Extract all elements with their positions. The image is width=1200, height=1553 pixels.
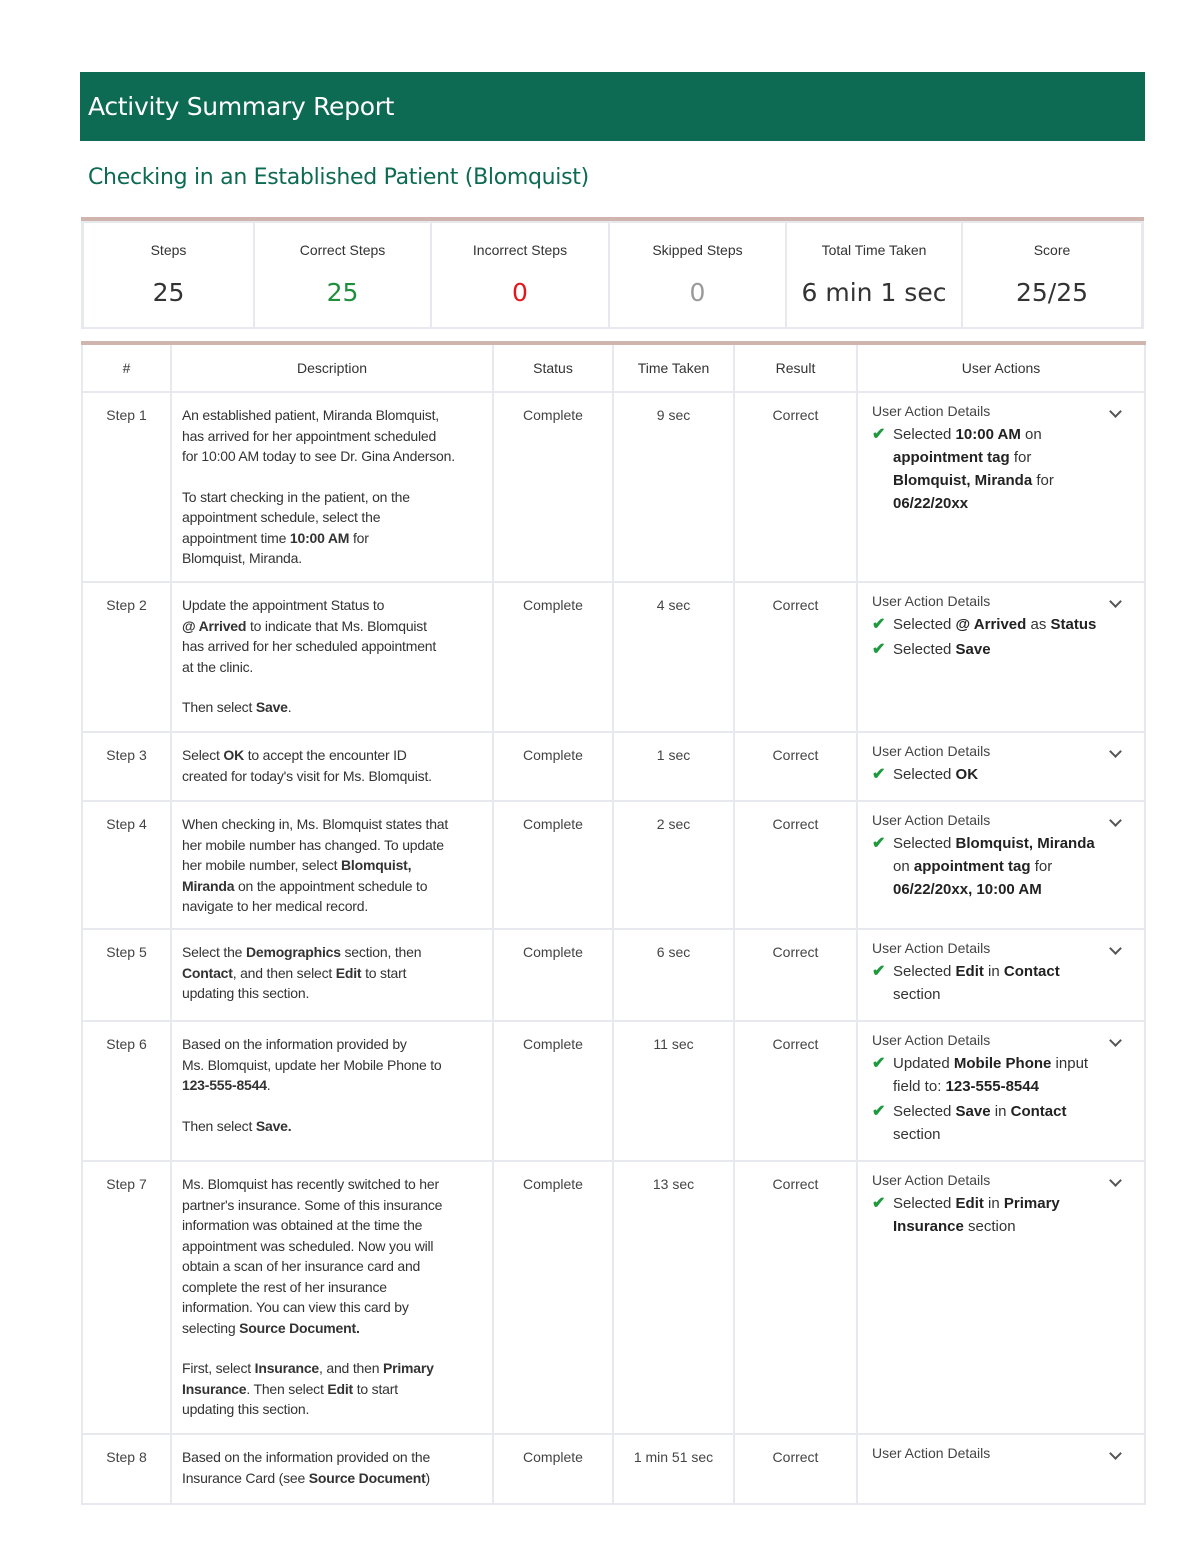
description-paragraph — [182, 814, 480, 917]
emphasis-text: Contact — [182, 964, 233, 981]
emphasis-text: Edit — [955, 1195, 984, 1212]
summary-skipped-label: Skipped Steps — [652, 242, 743, 258]
action-text — [893, 613, 1096, 636]
emphasis-text: Blomquist, Miranda — [955, 835, 1095, 852]
step-number: Step 7 — [82, 1161, 171, 1434]
emphasis-text: Demographics — [245, 944, 341, 960]
text-run: as — [1026, 616, 1051, 633]
step-status: Complete — [493, 1434, 613, 1504]
step-result: Correct — [734, 1161, 857, 1434]
user-action-details-title: User Action Details — [872, 1032, 991, 1048]
steps-table — [81, 341, 1146, 1505]
step-time-taken: 6 sec — [613, 929, 734, 1021]
col-header-num: # — [82, 343, 171, 392]
user-action-details-title: User Action Details — [872, 1445, 991, 1461]
step-result: Correct — [734, 732, 857, 801]
text-run: Then select — [182, 699, 256, 715]
text-run: ) — [425, 1469, 431, 1486]
step-description — [171, 1161, 493, 1434]
text-run: To start checking in the patient, on the appointment schedule, select the appointment time — [182, 488, 410, 546]
step-status: Complete — [493, 929, 613, 1021]
emphasis-text: Save — [955, 641, 991, 658]
col-header-description: Description — [171, 343, 493, 392]
text-run: section, then — [344, 944, 422, 960]
emphasis-text: Source Document — [308, 1469, 426, 1486]
step-number: Step 3 — [82, 732, 171, 801]
text-run: for — [1034, 858, 1053, 875]
emphasis-text: Contact — [1003, 963, 1060, 980]
step-status: Complete — [493, 1161, 613, 1434]
step-number: Step 2 — [82, 582, 171, 732]
emphasis-text: 06/22/20xx, 10:00 AM — [893, 881, 1042, 898]
emphasis-text: Contact — [1010, 1103, 1067, 1120]
emphasis-text: Source Document. — [239, 1319, 360, 1336]
action-text — [893, 1100, 1066, 1146]
emphasis-text: Primary Insurance — [182, 1360, 434, 1397]
table-row — [82, 1021, 1145, 1161]
step-result: Correct — [734, 392, 857, 582]
step-description — [171, 732, 493, 801]
emphasis-text: Save — [955, 1103, 991, 1120]
text-run: , and then select — [232, 964, 336, 981]
summary-score-label: Score — [1033, 242, 1071, 258]
user-actions-cell — [857, 1434, 1145, 1504]
text-run: Update the appointment Status to — [182, 597, 385, 613]
text-run: , and then — [319, 1360, 383, 1376]
table-row — [82, 582, 1145, 732]
summary-panel — [81, 217, 1144, 329]
col-header-status: Status — [493, 343, 613, 392]
step-description — [171, 1434, 493, 1504]
step-number: Step 6 — [82, 1021, 171, 1161]
user-action-details-title: User Action Details — [872, 1172, 991, 1188]
step-number: Step 8 — [82, 1434, 171, 1504]
text-run: input field to: — [893, 1055, 1089, 1095]
table-row — [82, 392, 1145, 582]
text-run: . Then select — [246, 1380, 328, 1397]
text-run: Selected — [893, 1195, 956, 1212]
step-time-taken: 1 min 51 sec — [613, 1434, 734, 1504]
description-paragraph — [182, 697, 480, 718]
text-run: Selected — [893, 641, 956, 658]
action-text — [893, 423, 1054, 515]
summary-incorrect-value: 0 — [512, 278, 528, 307]
table-row — [82, 1161, 1145, 1434]
table-row — [82, 1434, 1145, 1504]
step-description — [171, 582, 493, 732]
checkmark-icon: ✔ — [872, 835, 886, 852]
description-paragraph — [182, 595, 480, 677]
text-run: Then select — [182, 1117, 256, 1134]
text-run: Based on the information provided by Ms. Blomquist, update her Mobile Phone to — [182, 1036, 442, 1073]
text-run: Selected — [893, 426, 956, 443]
text-run: to indicate that Ms. Blomquist has arrived for her scheduled appointment at the clinic. — [182, 617, 437, 675]
step-result: Correct — [734, 929, 857, 1021]
user-action-details-title: User Action Details — [872, 403, 991, 419]
text-run: Updated — [893, 1055, 954, 1072]
emphasis-text: Edit — [327, 1380, 353, 1397]
emphasis-text: @ Arrived — [955, 616, 1027, 633]
text-run: Selected — [893, 766, 956, 783]
step-time-taken: 1 sec — [613, 732, 734, 801]
summary-steps-value: 25 — [152, 278, 185, 307]
step-description — [171, 801, 493, 929]
table-row — [82, 929, 1145, 1021]
emphasis-text: 123-555-8544 — [182, 1077, 267, 1093]
checkmark-icon: ✔ — [872, 766, 886, 783]
emphasis-text: OK — [223, 747, 245, 763]
user-actions-cell — [857, 929, 1145, 1021]
text-run: . — [287, 699, 292, 715]
text-run: for — [1036, 472, 1054, 489]
step-number: Step 1 — [82, 392, 171, 582]
emphasis-text: Primary Insurance — [893, 1195, 1060, 1235]
user-action-details-title: User Action Details — [872, 812, 991, 828]
step-number: Step 5 — [82, 929, 171, 1021]
col-header-time: Time Taken — [613, 343, 734, 392]
action-text — [893, 832, 1095, 901]
text-run: Select the — [182, 944, 246, 960]
action-item — [872, 1100, 1126, 1146]
action-item — [872, 960, 1126, 1006]
emphasis-text: Edit — [335, 964, 362, 981]
step-status: Complete — [493, 801, 613, 929]
step-result: Correct — [734, 1434, 857, 1504]
text-run: in — [990, 1103, 1011, 1120]
emphasis-text: 123-555-8544 — [945, 1078, 1039, 1095]
summary-time — [786, 221, 962, 329]
summary-correct-value: 25 — [326, 278, 359, 307]
checkmark-icon: ✔ — [872, 641, 886, 658]
description-paragraph — [182, 487, 480, 569]
step-number: Step 4 — [82, 801, 171, 929]
step-time-taken: 2 sec — [613, 801, 734, 929]
action-item — [872, 423, 1126, 515]
emphasis-text: OK — [955, 766, 979, 783]
text-run: . — [266, 1077, 271, 1093]
step-time-taken: 4 sec — [613, 582, 734, 732]
summary-incorrect-label: Incorrect Steps — [472, 242, 568, 258]
text-run: section — [893, 986, 941, 1003]
step-time-taken: 11 sec — [613, 1021, 734, 1161]
emphasis-text: Status — [1050, 616, 1097, 633]
text-run: to start updating this section. — [182, 964, 407, 1001]
table-row — [82, 801, 1145, 929]
action-item — [872, 1192, 1126, 1238]
text-run: Select — [182, 747, 224, 763]
checkmark-icon: ✔ — [872, 1195, 886, 1212]
description-paragraph — [182, 1447, 480, 1488]
emphasis-text: Blomquist, Miranda — [182, 857, 412, 894]
step-status: Complete — [493, 1021, 613, 1161]
action-text — [893, 638, 991, 661]
text-run: Based on the information provided on the Insurance Card (see — [182, 1449, 431, 1486]
emphasis-text: Edit — [955, 963, 984, 980]
emphasis-text: Save — [255, 699, 288, 715]
text-run: section — [893, 1126, 941, 1143]
step-description — [171, 1021, 493, 1161]
user-action-details-title: User Action Details — [872, 743, 991, 759]
summary-incorrect — [431, 221, 609, 329]
summary-correct — [254, 221, 431, 329]
emphasis-text: appointment tag — [913, 858, 1031, 875]
summary-skipped — [609, 221, 786, 329]
summary-steps — [81, 221, 254, 329]
text-run: Ms. Blomquist has recently switched to her partner's insurance. Some of this insurance information was obtained at the time the appointment was scheduled. Now you will obtain a scan of her insurance card and complete the rest of her insurance information. You can view this card by selecting — [182, 1176, 443, 1336]
action-item — [872, 613, 1126, 636]
action-text — [893, 1052, 1088, 1098]
text-run: section — [963, 1218, 1016, 1235]
emphasis-text: Insurance — [254, 1360, 319, 1376]
text-run: to accept the encounter ID created for today's visit for Ms. Blomquist. — [182, 747, 432, 784]
col-header-actions: User Actions — [857, 343, 1145, 392]
emphasis-text: 10:00 AM — [289, 529, 350, 546]
checkmark-icon: ✔ — [872, 616, 886, 633]
step-description — [171, 392, 493, 582]
text-run: First, select — [182, 1360, 255, 1376]
emphasis-text: 10:00 AM — [955, 426, 1021, 443]
step-time-taken: 13 sec — [613, 1161, 734, 1434]
text-run: to start updating this section. — [182, 1380, 398, 1417]
text-run: for Blomquist, Miranda. — [182, 529, 369, 566]
text-run: on — [893, 858, 910, 875]
user-actions-cell — [857, 1021, 1145, 1161]
user-action-details-title: User Action Details — [872, 940, 991, 956]
step-result: Correct — [734, 801, 857, 929]
step-status: Complete — [493, 732, 613, 801]
emphasis-text: @ Arrived — [182, 617, 247, 634]
summary-time-value: 6 min 1 sec — [801, 278, 947, 307]
description-paragraph — [182, 405, 480, 467]
table-header-row — [82, 343, 1145, 392]
action-text — [893, 960, 1060, 1006]
user-actions-cell — [857, 582, 1145, 732]
step-description — [171, 929, 493, 1021]
checkmark-icon: ✔ — [872, 963, 886, 980]
summary-correct-label: Correct Steps — [299, 242, 386, 258]
report-header — [80, 72, 1145, 141]
description-paragraph — [182, 745, 480, 786]
checkmark-icon: ✔ — [872, 426, 886, 443]
user-actions-cell — [857, 732, 1145, 801]
summary-steps-label: Steps — [150, 242, 187, 258]
summary-score-value: 25/25 — [1015, 278, 1089, 307]
step-time-taken: 9 sec — [613, 392, 734, 582]
text-run: on the appointment schedule to navigate to her medical record. — [182, 877, 428, 914]
action-item — [872, 1052, 1126, 1098]
description-paragraph — [182, 1358, 480, 1420]
text-run: Selected — [893, 835, 956, 852]
emphasis-text: Mobile Phone — [953, 1055, 1052, 1072]
text-run: for — [1013, 449, 1032, 466]
user-actions-cell — [857, 1161, 1145, 1434]
description-paragraph — [182, 942, 480, 1004]
emphasis-text: Blomquist, Miranda — [893, 472, 1033, 489]
checkmark-icon: ✔ — [872, 1103, 886, 1120]
step-result: Correct — [734, 582, 857, 732]
action-text — [893, 763, 978, 786]
step-result: Correct — [734, 1021, 857, 1161]
text-run: Selected — [893, 616, 956, 633]
action-item — [872, 832, 1126, 901]
step-status: Complete — [493, 392, 613, 582]
step-status: Complete — [493, 582, 613, 732]
emphasis-text: 06/22/20xx — [893, 495, 969, 512]
user-actions-cell — [857, 801, 1145, 929]
text-run: in — [983, 963, 1004, 980]
user-action-details-title: User Action Details — [872, 593, 991, 609]
user-actions-cell — [857, 392, 1145, 582]
description-paragraph — [182, 1116, 480, 1137]
text-run: Selected — [893, 1103, 956, 1120]
checkmark-icon: ✔ — [872, 1055, 886, 1072]
action-text — [893, 1192, 1060, 1238]
report-title: Activity Summary Report — [88, 92, 395, 121]
table-row — [82, 732, 1145, 801]
text-run: in — [983, 1195, 1004, 1212]
emphasis-text: Save. — [255, 1117, 292, 1134]
action-item — [872, 638, 1126, 661]
text-run: An established patient, Miranda Blomquist, has arrived for her appointment scheduled for 10:00 AM today to see Dr. Gina Anderson. — [182, 407, 455, 464]
emphasis-text: appointment tag — [893, 449, 1010, 466]
summary-skipped-value: 0 — [689, 278, 706, 307]
action-item — [872, 763, 1126, 786]
summary-time-label: Total Time Taken — [821, 242, 927, 258]
summary-score — [962, 221, 1144, 329]
description-paragraph — [182, 1034, 480, 1096]
activity-title: Checking in an Established Patient (Blomquist) — [88, 165, 589, 190]
text-run: When checking in, Ms. Blomquist states that her mobile number has changed. To update her mobile number, select — [182, 816, 449, 873]
col-header-result: Result — [734, 343, 857, 392]
text-run: Selected — [893, 963, 956, 980]
text-run: on — [1025, 426, 1042, 443]
description-paragraph — [182, 1174, 480, 1338]
